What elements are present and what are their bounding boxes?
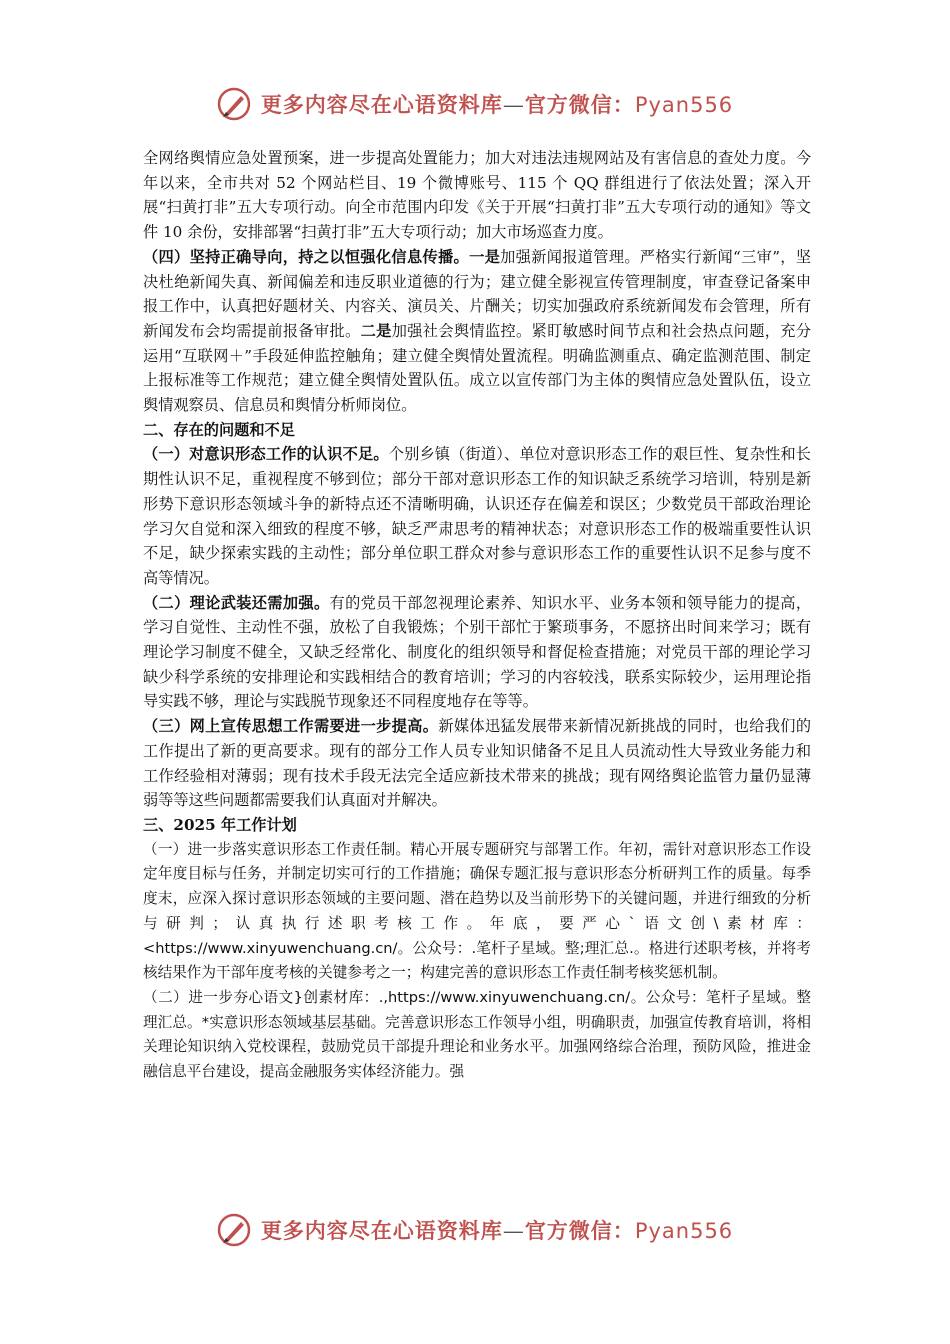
watermark-separator: — [502,1219,525,1243]
heading-problems: 二、存在的问题和不足 [143,420,295,439]
document-body [143,146,811,1085]
watermark-official: 官方微信： [524,1218,635,1243]
problem-2-heading: （二）理论武装还需加强。 [143,593,330,612]
problem-1-text: 个别乡镇（街道）、单位对意识形态工作的艰巨性、复杂性和长期性认识不足，重视程度不够到位；部分干部对意识形态工作的知识缺乏系统学习培训，特别是新形势下意识形态领域斗争的新特点还不清晰明确，认识还存在偏差和误区；少数党员干部政治理论学习欠自觉和深入细致的程度不够，缺乏严肃思考的精神状态；对意识形态工作的极端重要性认识不足，缺少探索实践的主动性；部分单位职工群众对参与意识形态工作的重要性认识不足参与度不高等情况。 [143,445,811,587]
marker-first: 一是 [469,247,501,266]
watermark-main: 更多内容尽在心语资料库 [260,1218,503,1243]
section-4-text-2: 加强社会舆情监控。紧盯敏感时间节点和社会热点问题，充分运用“互联网＋”手段延伸监控触角；建立健全舆情处置流程。明确监测重点、确定监测范围、制定上报标准等工作规范；建立健全舆情处置队伍。成立以宣传部门为主体的舆情应急处置队伍，设立舆情观察员、信息员和舆情分析师岗位。 [143,321,812,415]
heading-work-plan: 三、2025 年工作计划 [143,815,297,834]
section-4-heading: （四）坚持正确导向，持之以恒强化信息传播。 [143,247,470,266]
marker-second: 二是 [360,321,392,340]
problem-3-heading: （三）网上宣传思想工作需要进一步提高。 [143,717,439,736]
paragraph-plan-1: （一）进一步落实意识形态工作责任制。精心开展专题研究与部署工作。年初，需针对意识形态工作设定年度目标与任务，并制定切实可行的工作措施；确保专题汇报与意识形态分析研判工作的质量。每季度末，应深入探讨意识形态领域的主要问题、潜在趋势以及当前形势下的关键问题，并进行细致的分析与研判；认真执行述职考核工作。年底，要严心`语文创\素材库：<https://www.xinyuwenchuang.cn/。公众号：.笔杆子星域。整;理汇总.。格进行述职考核，并将考核结果作为干部年度考核的关键参考之一；构建完善的意识形态工作责任制考核奖惩机制。 [143,840,811,982]
problem-1-heading: （一）对意识形态工作的认识不足。 [143,445,389,464]
paragraph-problem-3 [143,714,811,813]
problem-2-text: 有的党员干部忽视理论素养、知识水平、业务本领和领导能力的提高，学习自觉性、主动性不强，放松了自我锻炼；个别干部忙于繁琐事务，不愿挤出时间来学习；既有理论学习制度不健全，又缺乏经常化、制度化的组织领导和督促检查措施；对党员干部的理论学习缺少科学系统的安排理论和实践相结合的教育培训；学习的内容较浅，联系实际较少，运用理论指导实践不够，理论与实践脱节现象还不同程度地存在等等。 [143,593,812,711]
paragraph-problem-2 [143,591,811,715]
header-watermark [0,84,950,124]
paragraph-problem-1 [143,442,811,590]
watermark-main: 更多内容尽在心语资料库 [260,92,503,117]
watermark-separator: — [502,93,525,117]
watermark-official: 官方微信： [524,92,635,117]
paragraph-1: 全网络舆情应急处置预案，进一步提高处置能力；加大对违法违规网站及有害信息的查处力度。今年以来，全市共对 52 个网站栏目、19 个微博账号、115 个 QQ 群组进行了依法处置；深入开展“扫黄打非”五大专项行动。向全市范围内印发《关于开展“扫黄打非”五大专项行动的通知》等文件 10 余份，安排部署“扫黄打非”五大专项行动；加大市场巡查力度。 [143,149,811,242]
watermark-id: Pyan556 [634,93,734,117]
pen-logo-icon [217,1213,251,1247]
pen-logo-icon [217,87,251,121]
watermark-id: Pyan556 [634,1219,734,1243]
paragraph-plan-2: （二）进一步夯心语文}创素材库：.,https://www.xinyuwenchuang.cn/。公众号：笔杆子星域。整理汇总。*实意识形态领域基层基础。完善意识形态工作领导小组，明确职责，加强宣传教育培训，将相关理论知识纳入党校课程，鼓励党员干部提升理论和业务水平。加强网络综合治理，预防风险，推进金融信息平台建设，提高金融服务实体经济能力。强 [143,988,811,1081]
problem-3-text: 新媒体迅猛发展带来新情况新挑战的同时，也给我们的工作提出了新的更高要求。现有的部分工作人员专业知识储备不足且人员流动性大导致业务能力和工作经验相对薄弱；现有技术手段无法完全适应新技术带来的挑战；现有网络舆论监管力量仍显薄弱等等这些问题都需要我们认真面对并解决。 [143,717,812,810]
watermark-text [261,89,733,119]
paragraph-section-4 [143,245,811,418]
footer-watermark [0,1210,950,1250]
section-4-text-1: 加强新闻报道管理。严格实行新闻“三审”，坚决杜绝新闻失真、新闻偏差和违反职业道德的行为；建立健全影视宣传管理制度，审查登记备案申报工作中，认真把好题材关、内容关、演员关、片酬关；切实加强政府系统新闻发布会管理，所有新闻发布会均需提前报备审批。 [143,247,812,340]
watermark-text [261,1215,733,1245]
